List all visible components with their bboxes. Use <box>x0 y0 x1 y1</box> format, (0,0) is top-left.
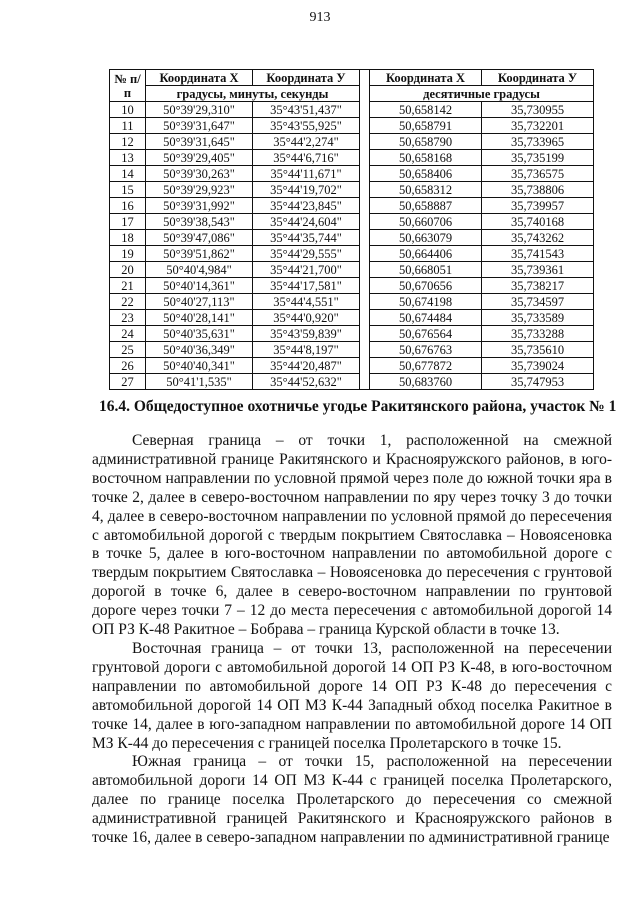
cell-num: 23 <box>110 310 146 326</box>
cell-y-dms: 35°44'0,920" <box>253 310 360 326</box>
table-row <box>110 214 594 230</box>
paragraph-east-border: Восточная граница – от точки 13, расположенной на пересечении грунтовой дороги с автомобильной дорогой 14 ОП РЗ К-48, в юго-восточном направлении по автомобильной дороге 14 ОП РЗ К-48 до пересечения с автомобильной дорогой 14 ОП МЗ К-44 Западный обход поселка Ракитное в точке 14, далее в юго-западном направлении по автомобильной дороге 14 ОП МЗ К-44 до пересечения с границей поселка Пролетарского в точке 15. <box>92 639 612 752</box>
table-gap <box>360 358 370 374</box>
cell-y-dms: 35°43'59,839" <box>253 326 360 342</box>
cell-x-decimal: 50,658790 <box>370 134 482 150</box>
table-gap <box>360 102 370 118</box>
cell-num: 27 <box>110 374 146 390</box>
cell-y-dms: 35°44'11,671" <box>253 166 360 182</box>
cell-x-decimal: 50,676564 <box>370 326 482 342</box>
table-gap <box>360 294 370 310</box>
cell-x-decimal: 50,658791 <box>370 118 482 134</box>
cell-x-decimal: 50,658312 <box>370 182 482 198</box>
table-gap <box>360 230 370 246</box>
cell-y-decimal: 35,743262 <box>482 230 594 246</box>
cell-x-decimal: 50,658887 <box>370 198 482 214</box>
cell-x-decimal: 50,658406 <box>370 166 482 182</box>
subheader-dms: градусы, минуты, секунды <box>146 86 360 102</box>
subheader-decimal: десятичные градусы <box>370 86 594 102</box>
cell-x-dms: 50°39'29,923" <box>146 182 253 198</box>
cell-y-dms: 35°44'4,551" <box>253 294 360 310</box>
coordinates-table <box>109 69 594 390</box>
table-gap <box>360 198 370 214</box>
table-gap <box>360 150 370 166</box>
table-row <box>110 166 594 182</box>
cell-y-decimal: 35,733965 <box>482 134 594 150</box>
cell-y-decimal: 35,741543 <box>482 246 594 262</box>
table-gap <box>360 134 370 150</box>
table-gap <box>360 118 370 134</box>
cell-num: 19 <box>110 246 146 262</box>
cell-x-dms: 50°39'31,645" <box>146 134 253 150</box>
table-row <box>110 326 594 342</box>
table-row <box>110 374 594 390</box>
cell-x-dms: 50°39'29,310" <box>146 102 253 118</box>
cell-x-dms: 50°40'28,141" <box>146 310 253 326</box>
cell-y-decimal: 35,733288 <box>482 326 594 342</box>
cell-x-decimal: 50,658142 <box>370 102 482 118</box>
cell-y-decimal: 35,739361 <box>482 262 594 278</box>
cell-x-dms: 50°39'30,263" <box>146 166 253 182</box>
table-row <box>110 182 594 198</box>
cell-x-decimal: 50,668051 <box>370 262 482 278</box>
cell-x-decimal: 50,670656 <box>370 278 482 294</box>
table-gap <box>360 70 370 102</box>
cell-y-decimal: 35,733589 <box>482 310 594 326</box>
cell-y-dms: 35°44'19,702" <box>253 182 360 198</box>
cell-x-dms: 50°39'31,647" <box>146 118 253 134</box>
table-gap <box>360 310 370 326</box>
table-row <box>110 118 594 134</box>
table-row <box>110 134 594 150</box>
cell-x-dms: 50°39'51,862" <box>146 246 253 262</box>
cell-y-dms: 35°44'52,632" <box>253 374 360 390</box>
cell-y-dms: 35°44'17,581" <box>253 278 360 294</box>
table-row <box>110 230 594 246</box>
table-header-row <box>110 70 594 86</box>
table-row <box>110 198 594 214</box>
cell-num: 13 <box>110 150 146 166</box>
cell-num: 17 <box>110 214 146 230</box>
table-row <box>110 102 594 118</box>
cell-x-decimal: 50,674484 <box>370 310 482 326</box>
table-row <box>110 262 594 278</box>
cell-y-dms: 35°44'20,487" <box>253 358 360 374</box>
page-number: 913 <box>309 10 331 25</box>
section-heading: 16.4. Общедоступное охотничье угодье Ракитянского района, участок № 1 <box>99 398 617 415</box>
body-text <box>92 432 612 848</box>
table-gap <box>360 342 370 358</box>
cell-y-dms: 35°44'29,555" <box>253 246 360 262</box>
cell-x-dms: 50°41'1,535" <box>146 374 253 390</box>
cell-x-decimal: 50,658168 <box>370 150 482 166</box>
table-gap <box>360 278 370 294</box>
cell-y-decimal: 35,730955 <box>482 102 594 118</box>
cell-x-dms: 50°40'4,984" <box>146 262 253 278</box>
cell-y-decimal: 35,738217 <box>482 278 594 294</box>
cell-x-dms: 50°39'38,543" <box>146 214 253 230</box>
cell-num: 10 <box>110 102 146 118</box>
header-y-decimal: Координата У <box>482 70 594 86</box>
cell-y-dms: 35°44'24,604" <box>253 214 360 230</box>
cell-y-decimal: 35,735199 <box>482 150 594 166</box>
cell-x-decimal: 50,664406 <box>370 246 482 262</box>
table-row <box>110 278 594 294</box>
header-num: № п/п <box>110 70 146 102</box>
cell-num: 11 <box>110 118 146 134</box>
cell-num: 14 <box>110 166 146 182</box>
cell-y-decimal: 35,739957 <box>482 198 594 214</box>
cell-y-dms: 35°44'8,197" <box>253 342 360 358</box>
table-row <box>110 342 594 358</box>
cell-x-dms: 50°40'40,341" <box>146 358 253 374</box>
header-x-dms: Координата X <box>146 70 253 86</box>
cell-x-decimal: 50,674198 <box>370 294 482 310</box>
paragraph-south-border: Южная граница – от точки 15, расположенной на пересечении автомобильной дороги 14 ОП МЗ К-44 с границей поселка Пролетарского, далее по границе поселка Пролетарского до пересечения со смежной административной границей Ракитянского и Краснояружского районов в точке 16, далее в северо-западном направлении по административной границе <box>92 753 612 847</box>
cell-x-decimal: 50,660706 <box>370 214 482 230</box>
table-row <box>110 150 594 166</box>
cell-y-dms: 35°44'6,716" <box>253 150 360 166</box>
cell-x-decimal: 50,677872 <box>370 358 482 374</box>
cell-y-decimal: 35,738806 <box>482 182 594 198</box>
cell-y-dms: 35°44'35,744" <box>253 230 360 246</box>
cell-num: 21 <box>110 278 146 294</box>
cell-y-decimal: 35,732201 <box>482 118 594 134</box>
cell-num: 18 <box>110 230 146 246</box>
cell-x-decimal: 50,676763 <box>370 342 482 358</box>
cell-num: 15 <box>110 182 146 198</box>
cell-num: 22 <box>110 294 146 310</box>
cell-num: 16 <box>110 198 146 214</box>
table-body <box>110 102 594 390</box>
cell-x-dms: 50°39'31,992" <box>146 198 253 214</box>
cell-num: 12 <box>110 134 146 150</box>
table-row <box>110 358 594 374</box>
table-gap <box>360 166 370 182</box>
table-gap <box>360 326 370 342</box>
cell-x-dms: 50°40'27,113" <box>146 294 253 310</box>
table-subheader-row <box>110 86 594 102</box>
table-gap <box>360 246 370 262</box>
cell-y-dms: 35°43'55,925" <box>253 118 360 134</box>
paragraph-north-border: Северная граница – от точки 1, расположенной на смежной административной границе Ракитянского и Краснояружского районов, в юго-восточном направлении по условной прямой через поле до южной точки яра в точке 2, далее в северо-восточном направлении по яру через точку 3 до точки 4, далее в северо-восточном направлении по условной прямой до пересечения с автомобильной дорогой с твердым покрытием Святославка – Новоясеновка в точке 5, далее в юго-восточном направлении по автомобильной дороге с твердым покрытием Святославка – Новоясеновка до пересечения с грунтовой дорогой в точке 6, далее в северо-восточном направлении по грунтовой дороге через точки 7 – 12 до места пересечения с автомобильной дорогой 14 ОП РЗ К-48 Ракитное – Бобрава – граница Курской области в точке 13. <box>92 432 612 639</box>
table-gap <box>360 214 370 230</box>
cell-num: 24 <box>110 326 146 342</box>
cell-y-dms: 35°44'2,274" <box>253 134 360 150</box>
cell-x-dms: 50°40'36,349" <box>146 342 253 358</box>
cell-y-decimal: 35,735610 <box>482 342 594 358</box>
header-y-dms: Координата У <box>253 70 360 86</box>
table-gap <box>360 374 370 390</box>
cell-y-decimal: 35,747953 <box>482 374 594 390</box>
cell-y-dms: 35°44'21,700" <box>253 262 360 278</box>
cell-x-dms: 50°40'35,631" <box>146 326 253 342</box>
cell-y-decimal: 35,734597 <box>482 294 594 310</box>
cell-y-dms: 35°43'51,437" <box>253 102 360 118</box>
cell-x-dms: 50°39'47,086" <box>146 230 253 246</box>
cell-y-decimal: 35,736575 <box>482 166 594 182</box>
cell-num: 26 <box>110 358 146 374</box>
cell-y-decimal: 35,739024 <box>482 358 594 374</box>
cell-num: 25 <box>110 342 146 358</box>
table-gap <box>360 262 370 278</box>
table-row <box>110 310 594 326</box>
table-row <box>110 294 594 310</box>
cell-num: 20 <box>110 262 146 278</box>
cell-y-dms: 35°44'23,845" <box>253 198 360 214</box>
cell-y-decimal: 35,740168 <box>482 214 594 230</box>
cell-x-decimal: 50,663079 <box>370 230 482 246</box>
cell-x-dms: 50°39'29,405" <box>146 150 253 166</box>
cell-x-decimal: 50,683760 <box>370 374 482 390</box>
header-x-decimal: Координата X <box>370 70 482 86</box>
table-gap <box>360 182 370 198</box>
cell-x-dms: 50°40'14,361" <box>146 278 253 294</box>
table-row <box>110 246 594 262</box>
